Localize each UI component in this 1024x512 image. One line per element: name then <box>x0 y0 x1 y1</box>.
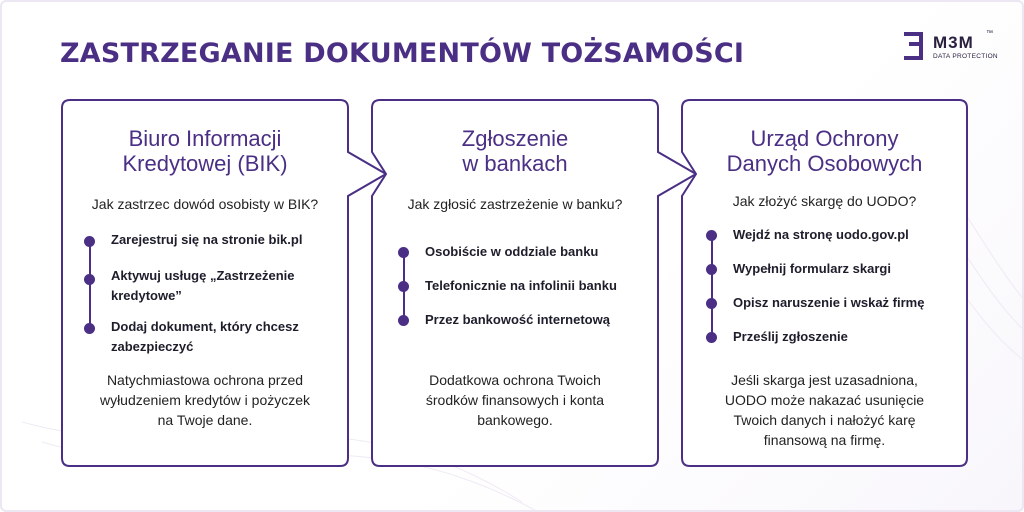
card-note-line: na Twoje dane. <box>157 412 253 428</box>
card-note-line: Dodatkowa ochrona Twoich <box>429 372 601 388</box>
card-question: Jak zastrzec dowód osobisty w BIK? <box>91 196 319 212</box>
card-bank <box>372 100 658 466</box>
card-bik <box>62 100 348 466</box>
step-text-line: Zarejestruj się na stronie bik.pl <box>111 232 303 247</box>
step-item <box>111 317 299 357</box>
card-title-line: Kredytowej (BIK) <box>122 151 288 176</box>
card-title <box>62 126 348 176</box>
step-item <box>111 266 295 306</box>
card-title-line: Danych Osobowych <box>726 151 923 176</box>
step-text-line: Osobiście w oddziale banku <box>425 244 599 259</box>
step-text-line: Wypełnij formularz skargi <box>733 261 891 276</box>
step-item <box>733 225 909 245</box>
card-note <box>372 370 658 430</box>
step-bullet <box>398 281 409 292</box>
card-question: Jak złożyć skargę do UODO? <box>732 193 917 209</box>
step-bullet <box>84 236 95 247</box>
card-note-line: bankowego. <box>477 412 553 428</box>
step-bullet <box>706 298 717 309</box>
step-item <box>425 276 617 296</box>
card-title <box>682 126 967 176</box>
card-title-line: Biuro Informacji <box>128 126 282 151</box>
step-bullet <box>398 315 409 326</box>
card-note-line: Natychmiastowa ochrona przed <box>106 372 304 388</box>
step-text-line: Dodaj dokument, który chcesz <box>111 319 299 334</box>
step-item <box>425 242 598 262</box>
step-text-line: Telefonicznie na infolinii banku <box>425 278 617 293</box>
step-bullet <box>84 323 95 334</box>
card-note-line: finansową na firmę. <box>763 432 886 448</box>
card-uodo <box>682 100 967 466</box>
card-note <box>682 370 967 450</box>
card-title-line: Urząd Ochrony <box>750 126 899 151</box>
step-text-line: Opisz naruszenie i wskaż firmę <box>733 295 925 310</box>
step-item <box>733 327 848 347</box>
card-note-line: środków finansowych i konta <box>425 392 605 408</box>
step-text-line: Prześlij zgłoszenie <box>733 329 848 344</box>
step-item <box>425 310 610 330</box>
card-note-line: wyłudzeniem kredytów i pożyczek <box>99 392 311 408</box>
step-text-line: zabezpieczyć <box>111 339 194 354</box>
card-title-line: w bankach <box>462 151 568 176</box>
card-note-line: Jeśli skarga jest uzasadniona, <box>731 372 918 388</box>
logo-name: M3M <box>933 33 974 52</box>
step-connector <box>89 280 91 328</box>
step-bullet <box>706 332 717 343</box>
card-note-line: Twoich danych i nałożyć karę <box>733 412 916 428</box>
step-text-line: Przez bankowość internetową <box>425 312 610 327</box>
page-title: ZASTRZEGANIE DOKUMENTÓW TOŻSAMOŚCI <box>60 38 745 69</box>
card-title <box>372 126 658 176</box>
step-text-line: Aktywuj usługę „Zastrzeżenie <box>111 268 295 283</box>
step-item <box>733 293 924 313</box>
step-bullet <box>398 247 409 258</box>
step-item <box>733 259 891 279</box>
step-bullet <box>706 264 717 275</box>
logo-trademark: ™ <box>986 30 993 37</box>
logo-tagline: DATA PROTECTION <box>933 53 998 60</box>
step-bullet <box>706 230 717 241</box>
card-question: Jak zgłosić zastrzeżenie w banku? <box>407 196 623 212</box>
card-note-line: UODO może nakazać usunięcie <box>724 392 925 408</box>
step-bullet <box>84 274 95 285</box>
step-text-line: kredytowe” <box>111 288 182 303</box>
card-note <box>62 370 348 430</box>
card-title-line: Zgłoszenie <box>461 126 569 151</box>
step-text-line: Wejdź na stronę uodo.gov.pl <box>733 227 909 242</box>
step-item <box>111 230 302 250</box>
